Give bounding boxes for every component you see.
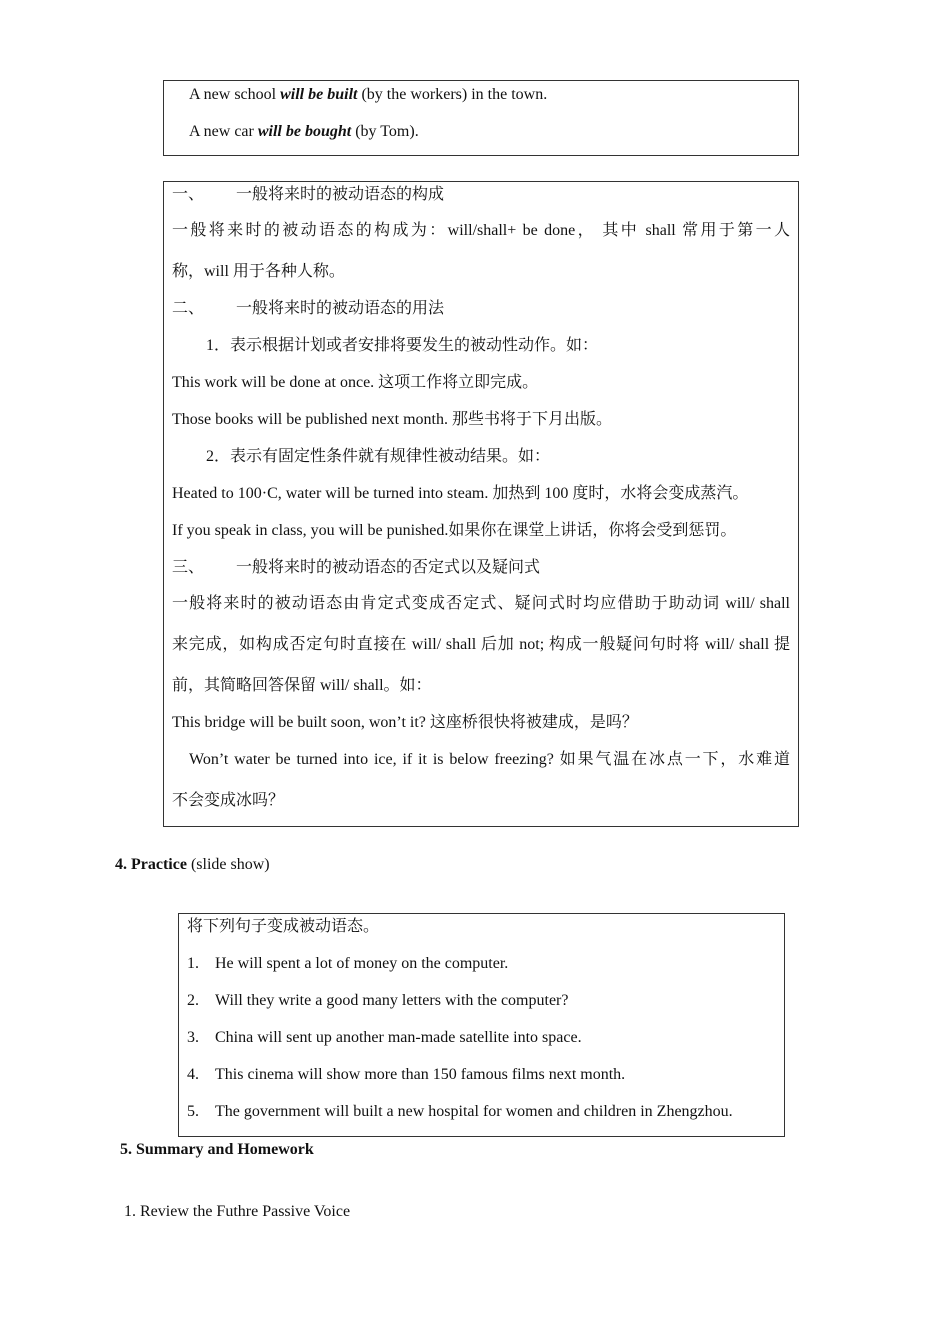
- example-sentence: Heated to 100·C, water will be turned into steam. 加热到 100 度时，水将会变成蒸汽。: [172, 485, 749, 502]
- practice-heading: 4. Practice (slide show): [115, 856, 270, 873]
- paragraph: 称，will 用于各种人称。: [172, 263, 345, 280]
- heading-3: 三、 一般将来时的被动语态的否定式以及疑问式: [172, 559, 541, 576]
- paragraph: 来完成，如构成否定句时直接在 will/ shall 后加 not; 构成一般疑问句时将 will/ shall 提: [172, 636, 790, 653]
- example-sentence: Won’t water be turned into ice, if it is below freezing? 如果气温在冰点一下，水难道: [189, 751, 790, 768]
- example-line-1: A new school will be built (by the workers) in the town.: [189, 86, 548, 103]
- heading-1: 一、 一般将来时的被动语态的构成: [172, 186, 445, 203]
- emphasis: will be bought: [257, 123, 352, 140]
- list-item: 4. This cinema will show more than 150 famous films next month.: [187, 1066, 626, 1083]
- example-box: [163, 80, 799, 156]
- subheading-1: 1．表示根据计划或者安排将要发生的被动性动作。如：: [206, 337, 599, 354]
- subheading-2: 2．表示有固定性条件就有规律性被动结果。如：: [206, 448, 551, 465]
- example-sentence: 不会变成冰吗？: [172, 792, 285, 809]
- example-sentence: This bridge will be built soon, won’t it? 这座桥很快将被建成，是吗？: [172, 714, 638, 731]
- heading-2: 二、 一般将来时的被动语态的用法: [172, 300, 445, 317]
- list-item: 3. China will sent up another man-made satellite into space.: [187, 1029, 582, 1046]
- summary-heading: 5. Summary and Homework: [120, 1141, 314, 1158]
- example-sentence: This work will be done at once. 这项工作将立即完成。: [172, 374, 539, 391]
- list-item: 2. Will they write a good many letters with the computer?: [187, 992, 569, 1009]
- emphasis: will be built: [280, 86, 358, 103]
- practice-intro: 将下列句子变成被动语态。: [187, 918, 380, 935]
- list-item: 1. He will spent a lot of money on the computer.: [187, 955, 509, 972]
- paragraph: 前，其简略回答保留 will/ shall。如：: [172, 677, 432, 694]
- list-item: 5. The government will built a new hospital for women and children in Zhengzhou.: [187, 1103, 733, 1120]
- example-line-2: A new car will be bought (by Tom).: [189, 123, 419, 140]
- grammar-box: [163, 181, 799, 827]
- practice-box: [178, 913, 785, 1137]
- paragraph: 一般将来时的被动语态的构成为：will/shall+ be done， 其中 shall 常用于第一人: [172, 222, 790, 239]
- example-sentence: If you speak in class, you will be punished.如果你在课堂上讲话，你将会受到惩罚。: [172, 522, 737, 539]
- example-sentence: Those books will be published next month. 那些书将于下月出版。: [172, 411, 612, 428]
- homework-item: 1. Review the Futhre Passive Voice: [124, 1203, 351, 1220]
- paragraph: 一般将来时的被动语态由肯定式变成否定式、疑问式时均应借助于助动词 will/ shall: [172, 595, 790, 612]
